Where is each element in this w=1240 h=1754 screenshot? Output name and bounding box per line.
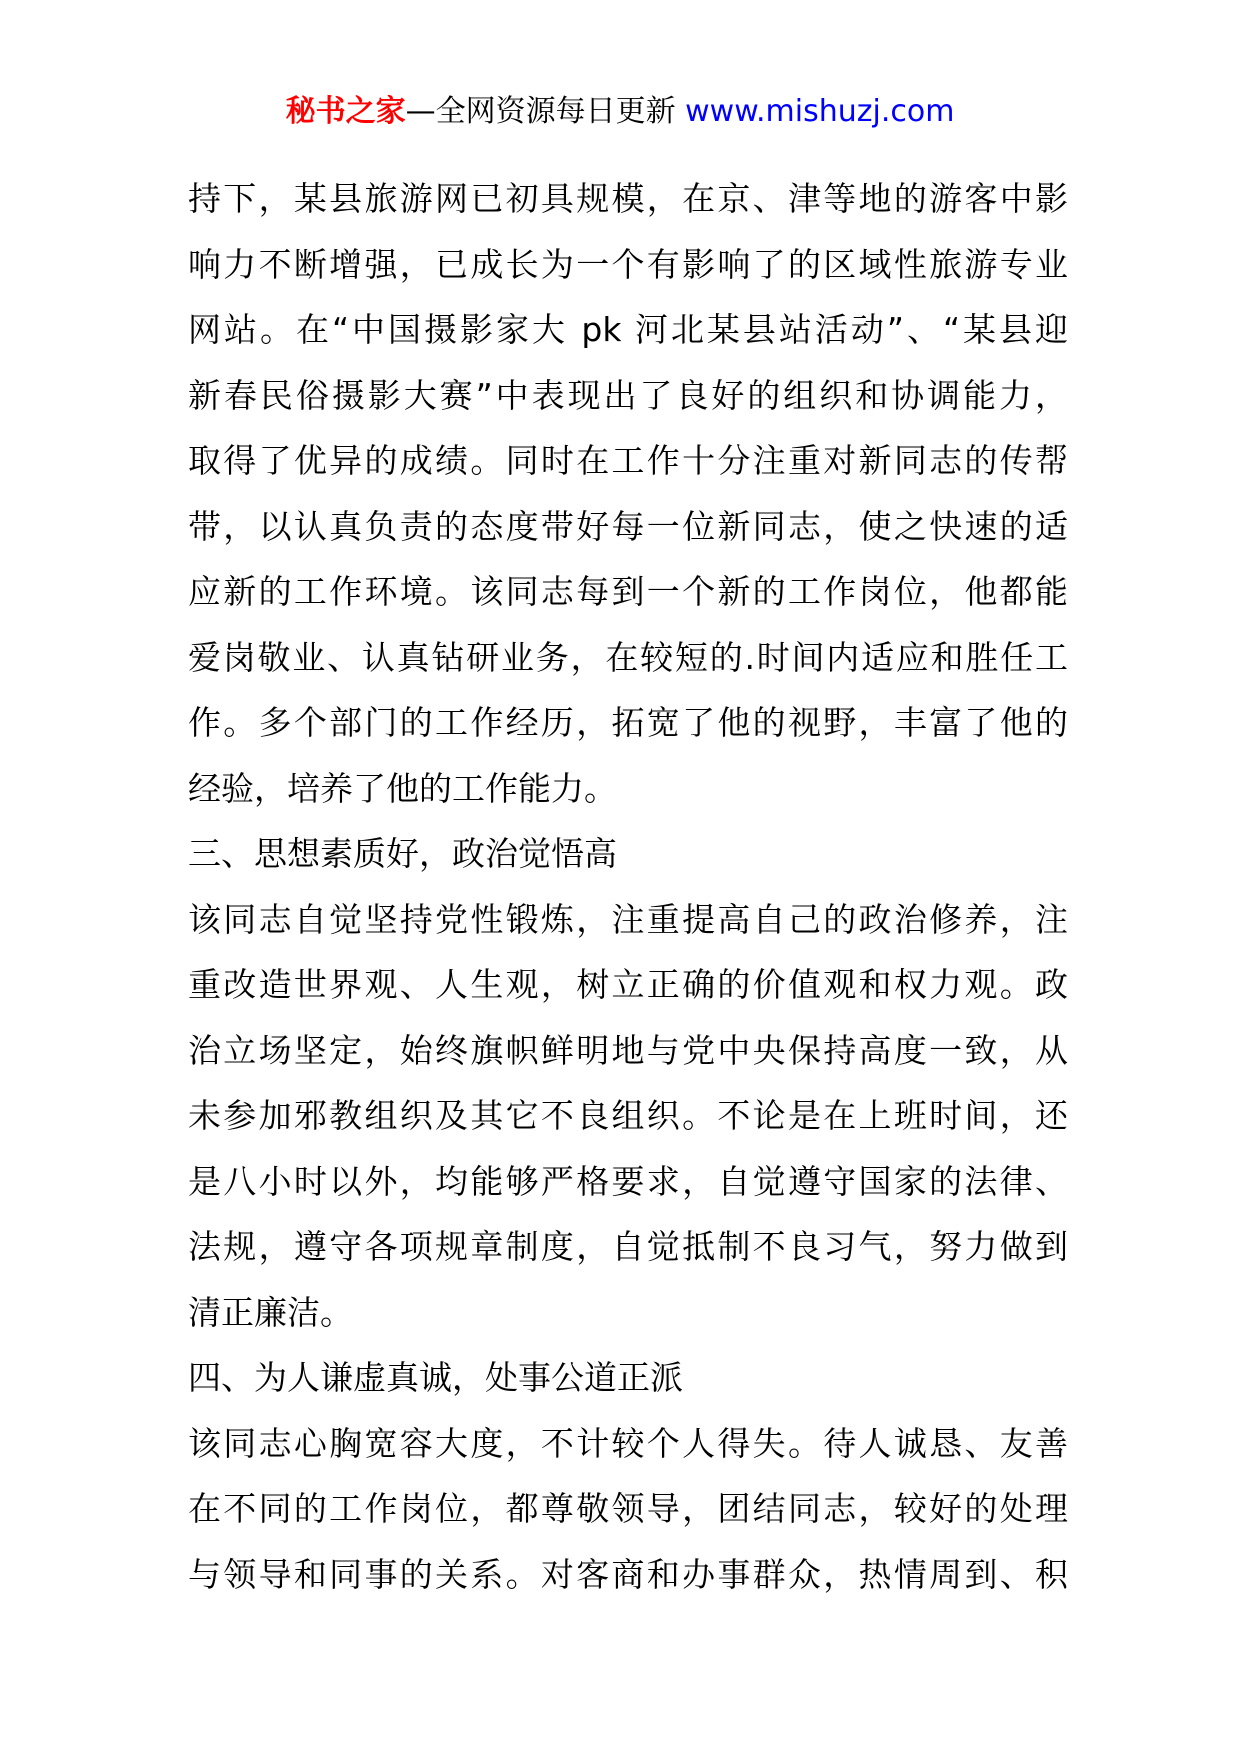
text-line: 三、思想素质好，政治觉悟高 xyxy=(188,834,617,873)
text-line: 取得了优异的成绩。同时在工作十分注重对新同志的传帮 xyxy=(188,441,1068,480)
text-line: 四、为人谦虚真诚，处事公道正派 xyxy=(188,1358,683,1397)
text-line: 治立场坚定，始终旗帜鲜明地与党中央保持高度一致，从 xyxy=(188,1030,1068,1070)
text-line: 重改造世界观、人生观，树立正确的价值观和权力观。政 xyxy=(188,965,1068,1004)
text-line: 响力不断增强，已成长为一个有影响了的区域性旅游专业 xyxy=(188,244,1068,284)
text-line: 带，以认真负责的态度带好每一位新同志，使之快速的适 xyxy=(188,506,1068,546)
site-tagline: —全网资源每日更新 xyxy=(405,94,676,129)
text-line: 新春民俗摄影大赛”中表现出了良好的组织和协调能力， xyxy=(188,375,1068,415)
text-line: 法规，遵守各项规章制度，自觉抵制不良习气，努力做到 xyxy=(188,1227,1068,1266)
site-brand: 秘书之家 xyxy=(285,94,406,129)
text-line: 未参加邪教组织及其它不良组织。不论是在上班时间，还 xyxy=(188,1096,1068,1135)
text-line: 该同志自觉坚持党性锻炼，注重提高自己的政治修养，注 xyxy=(188,899,1068,939)
text-line: 持下，某县旅游网已初具规模，在京、津等地的游客中影 xyxy=(188,179,1068,218)
document-body xyxy=(188,166,1068,1607)
text-line: 爱岗敬业、认真钻研业务，在较短的.时间内适应和胜任工 xyxy=(188,637,1068,677)
text-line: 作。多个部门的工作经历，拓宽了他的视野，丰富了他的 xyxy=(188,703,1068,742)
text-line: 网站。在“中国摄影家大 pk 河北某县站活动”、“某县迎 xyxy=(188,310,1068,349)
text-line: 经验，培养了他的工作能力。 xyxy=(188,768,617,808)
text-line: 是八小时以外，均能够严格要求，自觉遵守国家的法律、 xyxy=(188,1161,1068,1201)
page-header xyxy=(0,88,1240,136)
text-line: 与领导和同事的关系。对客商和办事群众，热情周到、积 xyxy=(188,1554,1068,1594)
text-line: 清正廉洁。 xyxy=(188,1292,353,1332)
text-line: 该同志心胸宽容大度，不计较个人得失。待人诚恳、友善 xyxy=(188,1423,1068,1463)
site-url-link[interactable]: www.mishuzj.com xyxy=(685,94,955,129)
text-line: 应新的工作环境。该同志每到一个新的工作岗位，他都能 xyxy=(188,572,1068,611)
text-line: 在不同的工作岗位，都尊敬领导，团结同志，较好的处理 xyxy=(188,1489,1068,1528)
